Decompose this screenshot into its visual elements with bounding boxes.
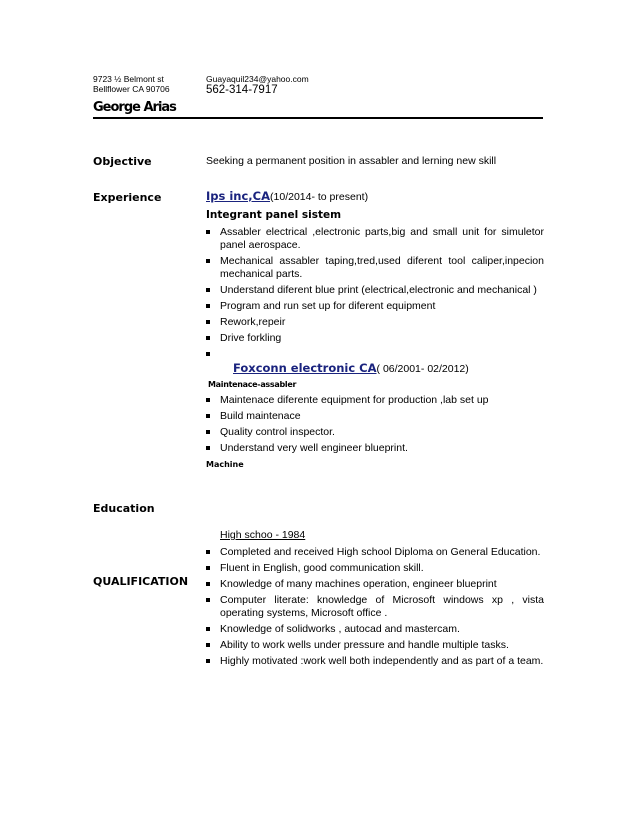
job2-company: Foxconn electronic CA [233, 361, 377, 375]
job2-dates: ( 06/2001- 02/2012) [376, 363, 469, 375]
bullet-icon [206, 259, 210, 263]
bullet-icon [206, 230, 210, 234]
job1-header [206, 190, 368, 204]
bullet-icon [206, 659, 210, 663]
objective-heading: Objective [93, 155, 152, 168]
bullet-icon [206, 352, 210, 356]
bullet-icon [206, 643, 210, 647]
list-item: Ability to work wells under pressure and handle multiple tasks. [206, 639, 544, 652]
bullet-icon [206, 566, 210, 570]
bullet-icon [206, 430, 210, 434]
bullet-icon [206, 414, 210, 418]
bullet-icon [206, 598, 210, 602]
job2-header [233, 362, 469, 376]
bullet-icon [206, 627, 210, 631]
email[interactable]: Guayaquil234@yahoo.com [206, 74, 309, 84]
job1-bullets [206, 226, 544, 364]
list-item: Rework,repeir [206, 316, 544, 329]
address-line-1: 9723 ½ Belmont st [93, 74, 164, 84]
bullet-icon [206, 320, 210, 324]
objective-text: Seeking a permanent position in assabler and lerning new skill [206, 155, 497, 167]
list-item: Completed and received High school Diploma on General Education. [206, 546, 544, 559]
list-item: Understand very well engineer blueprint. [206, 442, 544, 455]
list-item: Computer literate: knowledge of Microsoft windows xp , vista operating systems, Microsoft office . [206, 594, 544, 620]
phone: 562-314-7917 [206, 84, 278, 96]
education-school: High schoo - 1984 [220, 529, 306, 541]
bullet-icon [206, 304, 210, 308]
job2-footer: Machine [206, 460, 244, 469]
list-item: Maintenace diferente equipment for production ,lab set up [206, 394, 544, 407]
job1-company: Ips inc,CA [206, 189, 271, 203]
list-item: Knowledge of many machines operation, engineer blueprint [206, 578, 544, 591]
bullet-icon [206, 446, 210, 450]
education-heading: Education [93, 502, 155, 515]
job1-dates: (10/2014- to present) [270, 191, 369, 203]
qualification-heading: QUALIFICATION [93, 575, 189, 588]
bullet-icon [206, 550, 210, 554]
applicant-name: George Arias [93, 100, 176, 115]
bullet-icon [206, 582, 210, 586]
list-item [206, 348, 544, 361]
job2-title: Maintenace-assabler [208, 380, 297, 389]
qualification-bullets [206, 546, 544, 671]
list-item: Mechanical assabler taping,tred,used diferent tool caliper,inpecion mechanical parts. [206, 255, 544, 281]
list-item: Drive forkling [206, 332, 544, 345]
job1-title: Integrant panel sistem [206, 209, 342, 221]
header-divider [93, 117, 543, 119]
address-line-2: Bellflower CA 90706 [93, 84, 170, 94]
list-item: Assabler electrical ,electronic parts,big and small unit for simuletor panel aerospace. [206, 226, 544, 252]
list-item: Highly motivated :work well both independently and as part of a team. [206, 655, 544, 668]
bullet-icon [206, 288, 210, 292]
list-item: Understand diferent blue print (electrical,electronic and mechanical ) [206, 284, 544, 297]
list-item: Fluent in English, good communication skill. [206, 562, 544, 575]
bullet-icon [206, 398, 210, 402]
list-item: Quality control inspector. [206, 426, 544, 439]
bullet-icon [206, 336, 210, 340]
list-item: Knowledge of solidworks , autocad and mastercam. [206, 623, 544, 636]
list-item: Build maintenace [206, 410, 544, 423]
experience-heading: Experience [93, 191, 162, 204]
job2-bullets [206, 394, 544, 458]
list-item: Program and run set up for diferent equipment [206, 300, 544, 313]
